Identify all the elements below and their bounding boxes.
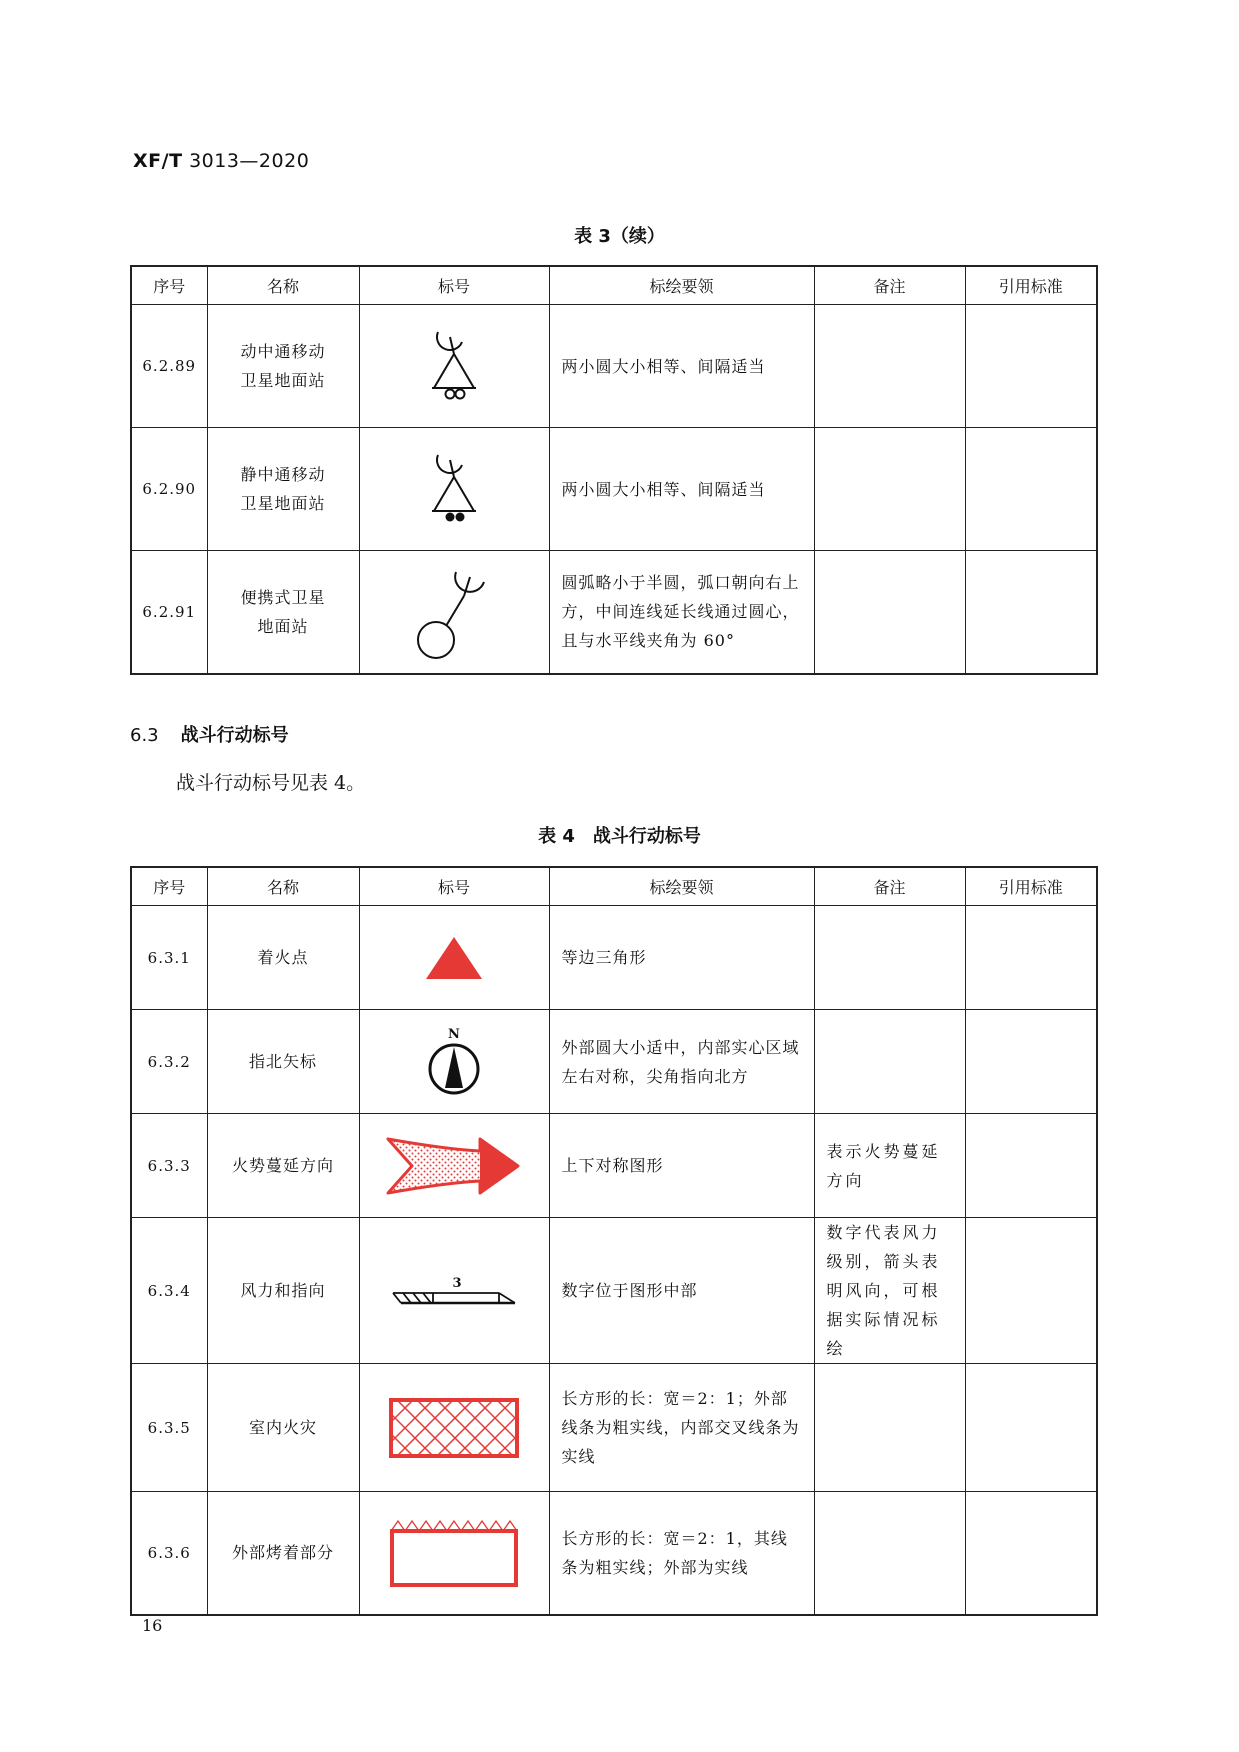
indoor-fire-icon	[388, 1397, 520, 1459]
table-row	[131, 1492, 1097, 1615]
section-title: 战斗行动标号	[180, 725, 289, 746]
row-ref	[965, 1492, 1097, 1615]
row-name: 动中通移动 卫星地面站	[207, 305, 359, 428]
row-ref	[965, 1114, 1097, 1218]
row-note	[814, 1010, 965, 1114]
row-desc: 数字位于图形中部	[549, 1218, 814, 1364]
page-number: 16	[142, 1616, 163, 1635]
row-name: 火势蔓延方向	[207, 1114, 359, 1218]
row-name: 着火点	[207, 906, 359, 1010]
row-note	[814, 1364, 965, 1492]
row-number: 6.3.2	[131, 1010, 207, 1114]
row-name: 外部烤着部分	[207, 1492, 359, 1615]
row-ref	[965, 428, 1097, 551]
standard-number: 3013—2020	[189, 150, 310, 172]
row-symbol	[359, 305, 549, 428]
table-row	[131, 1218, 1097, 1364]
row-desc: 长方形的长：宽＝2：1，其线条为粗实线；外部为实线	[549, 1492, 814, 1615]
row-symbol	[359, 428, 549, 551]
row-ref	[965, 551, 1097, 674]
row-ref	[965, 906, 1097, 1010]
col-header-name: 名称	[207, 266, 359, 305]
col-header-name: 名称	[207, 867, 359, 906]
row-symbol	[359, 1364, 549, 1492]
row-note	[814, 305, 965, 428]
col-header-note: 备注	[814, 266, 965, 305]
section-heading	[130, 721, 289, 747]
row-ref	[965, 1218, 1097, 1364]
row-ref	[965, 1010, 1097, 1114]
row-ref	[965, 1364, 1097, 1492]
col-header-ref: 引用标准	[965, 266, 1097, 305]
row-symbol	[359, 1218, 549, 1364]
table4	[130, 866, 1098, 1616]
col-header-symbol: 标号	[359, 266, 549, 305]
row-number: 6.3.1	[131, 906, 207, 1010]
fire-spread-arrow-icon	[384, 1131, 524, 1201]
wind-force-number: 3	[452, 1275, 462, 1291]
row-number: 6.2.89	[131, 305, 207, 428]
col-header-num: 序号	[131, 266, 207, 305]
row-number: 6.3.6	[131, 1492, 207, 1615]
row-symbol	[359, 551, 549, 674]
row-ref	[965, 305, 1097, 428]
row-number: 6.3.4	[131, 1218, 207, 1364]
row-number: 6.2.90	[131, 428, 207, 551]
north-arrow-icon	[424, 1025, 484, 1099]
col-header-desc: 标绘要领	[549, 266, 814, 305]
row-symbol	[359, 1492, 549, 1615]
standard-code	[133, 150, 309, 172]
row-name: 指北矢标	[207, 1010, 359, 1114]
row-desc: 两小圆大小相等、间隔适当	[549, 305, 814, 428]
static-satellite-station-icon	[424, 449, 484, 529]
row-name: 静中通移动 卫星地面站	[207, 428, 359, 551]
standard-prefix: XF/T	[133, 150, 183, 172]
col-header-note: 备注	[814, 867, 965, 906]
moving-satellite-station-icon	[424, 326, 484, 406]
row-desc: 长方形的长：宽＝2：1；外部线条为粗实线，内部交叉线条为实线	[549, 1364, 814, 1492]
table3	[130, 265, 1098, 675]
portable-satellite-station-icon	[414, 564, 494, 660]
row-symbol	[359, 906, 549, 1010]
north-label: N	[448, 1026, 460, 1042]
row-note: 数字代表风力级别，箭头表明风向，可根据实际情况标绘	[814, 1218, 965, 1364]
wind-force-direction-icon	[389, 1271, 519, 1311]
table-row	[131, 906, 1097, 1010]
row-desc: 圆弧略小于半圆，弧口朝向右上方，中间连线延长线通过圆心，且与水平线夹角为 60°	[549, 551, 814, 674]
section-number: 6.3	[130, 725, 159, 746]
row-name: 便携式卫星 地面站	[207, 551, 359, 674]
col-header-desc: 标绘要领	[549, 867, 814, 906]
exterior-scorched-icon	[388, 1517, 520, 1589]
row-symbol	[359, 1010, 549, 1114]
col-header-symbol: 标号	[359, 867, 549, 906]
row-number: 6.3.3	[131, 1114, 207, 1218]
col-header-ref: 引用标准	[965, 867, 1097, 906]
table-header-row	[131, 867, 1097, 906]
table-row	[131, 551, 1097, 674]
row-desc: 上下对称图形	[549, 1114, 814, 1218]
section-text: 战斗行动标号见表 4。	[176, 772, 366, 794]
row-note	[814, 428, 965, 551]
row-name: 室内火灾	[207, 1364, 359, 1492]
row-desc: 两小圆大小相等、间隔适当	[549, 428, 814, 551]
table-row	[131, 1114, 1097, 1218]
table-header-row	[131, 266, 1097, 305]
fire-point-triangle-icon	[424, 933, 484, 983]
row-note	[814, 1492, 965, 1615]
table-row	[131, 1364, 1097, 1492]
row-note: 表示火势蔓延方向	[814, 1114, 965, 1218]
table-row	[131, 428, 1097, 551]
row-number: 6.3.5	[131, 1364, 207, 1492]
table-row	[131, 305, 1097, 428]
row-name: 风力和指向	[207, 1218, 359, 1364]
row-desc: 等边三角形	[549, 906, 814, 1010]
table-row	[131, 1010, 1097, 1114]
row-note	[814, 551, 965, 674]
col-header-num: 序号	[131, 867, 207, 906]
row-desc: 外部圆大小适中，内部实心区域左右对称，尖角指向北方	[549, 1010, 814, 1114]
table3-caption: 表 3（续）	[574, 226, 665, 247]
row-number: 6.2.91	[131, 551, 207, 674]
table4-caption: 表 4 战斗行动标号	[538, 826, 701, 847]
row-symbol	[359, 1114, 549, 1218]
row-note	[814, 906, 965, 1010]
